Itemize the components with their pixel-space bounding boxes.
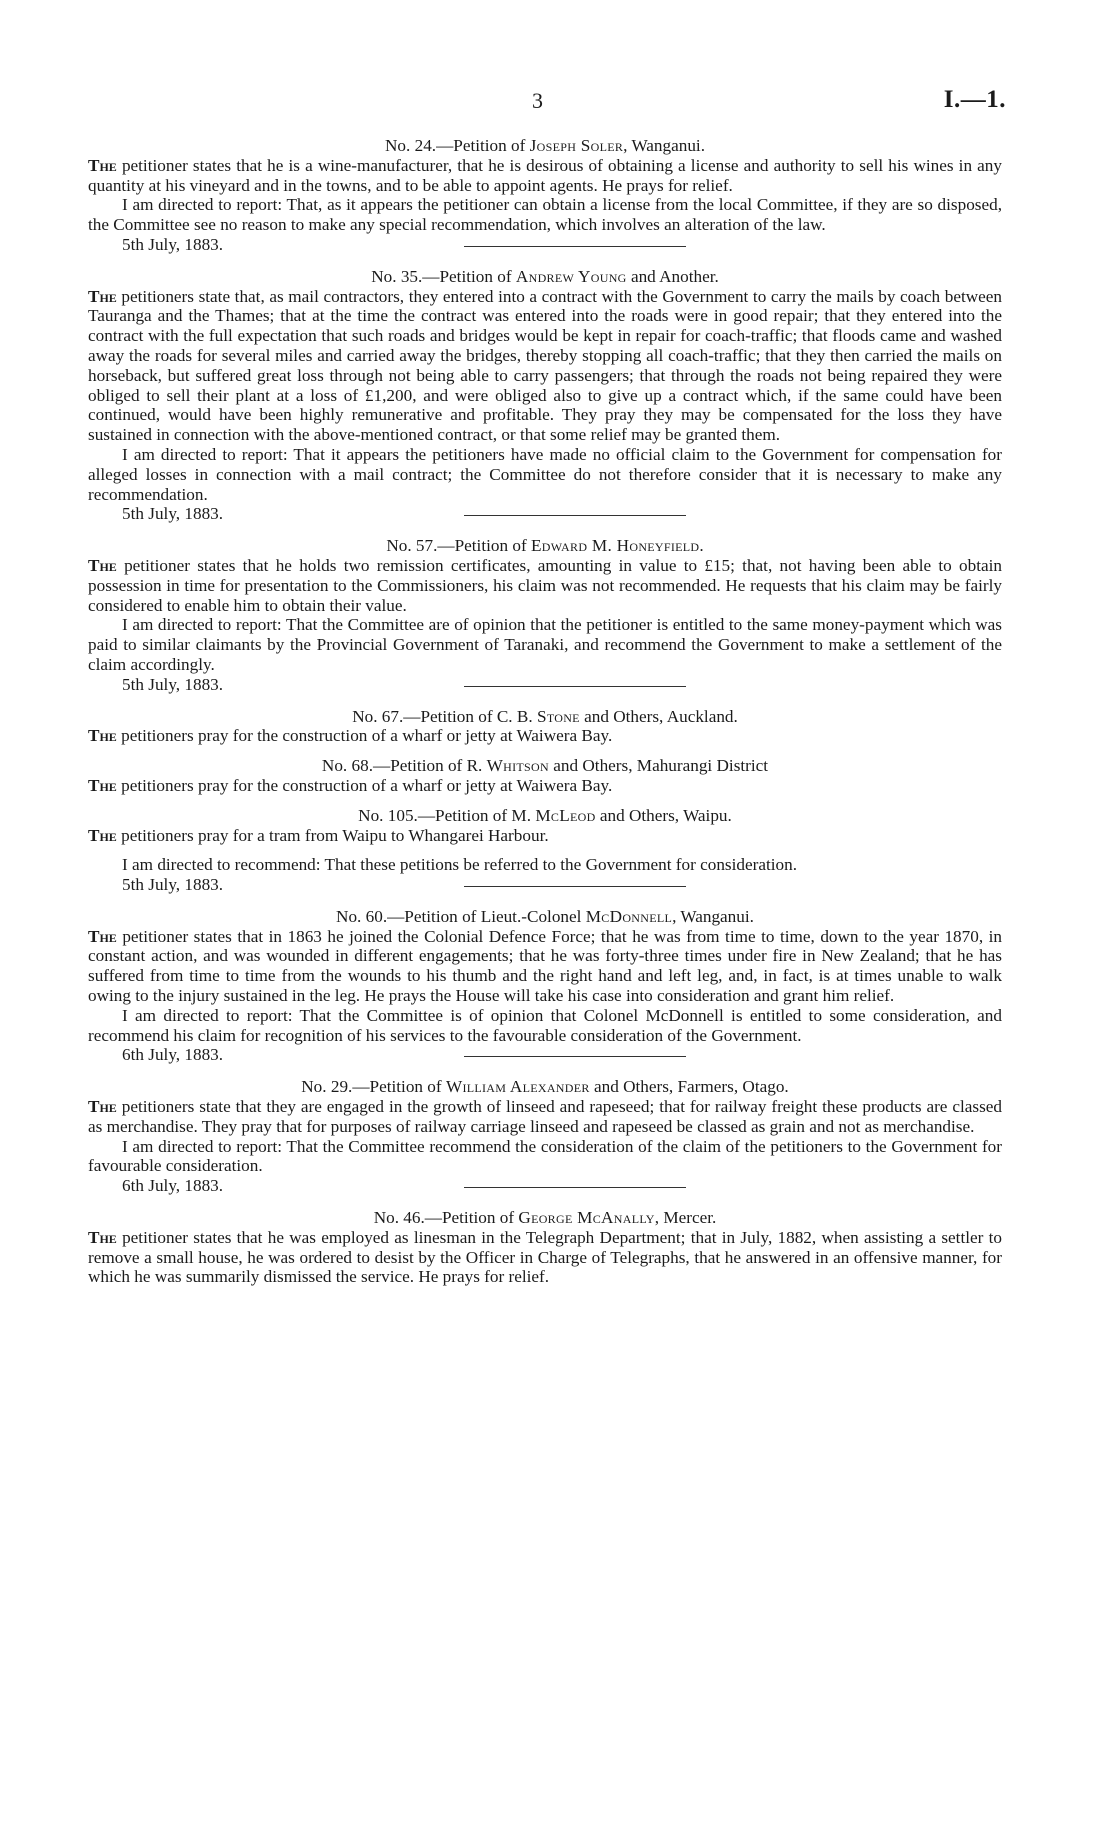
petitioner-name: William Alexander xyxy=(445,1077,590,1097)
petition-heading: No. 105.—Petition of M. McLeod and Others, Waipu. xyxy=(358,805,732,825)
petition-group-section xyxy=(88,707,1002,896)
petition-heading: No. 57.—Petition of Edward M. Honeyfield. xyxy=(386,536,704,556)
section-divider xyxy=(464,246,686,247)
report-date: 5th July, 1883. xyxy=(122,875,224,895)
petition-heading: No. 24.—Petition of Joseph Soler, Wanganui. xyxy=(385,136,705,155)
section-divider xyxy=(464,1187,686,1188)
section-divider xyxy=(464,686,686,687)
page-content xyxy=(88,136,1002,1298)
petition-heading: No. 46.—Petition of George McAnally, Mercer. xyxy=(373,1208,717,1228)
section-divider xyxy=(464,886,686,887)
document-reference: I.—1. xyxy=(943,86,1006,113)
petition-statement: The petitioners pray for a tram from Waipu to Whangarei Harbour. xyxy=(88,825,549,845)
committee-report: I am directed to recommend: That these petitions be referred to the Government for consideration. xyxy=(122,855,798,875)
petitioner-name: Edward M. Honeyfield xyxy=(530,536,700,556)
petition-heading: No. 60.—Petition of Lieut.-Colonel McDonnell, Wanganui. xyxy=(336,906,754,926)
petition-statement: The petitioners state that they are engaged in the growth of linseed and rapeseed; that for railway freight these products are classed as merchandise. They pray that for purposes of railway carriage linseed and rapeseed be classed as grain and not as merchandise. xyxy=(88,1097,1002,1136)
petition-section xyxy=(88,1208,1002,1287)
petition-statement: The petitioner states that in 1863 he joined the Colonial Defence Force; that he was from time to time, down to the year 1870, in constant action, and was wounded in different engagements; that he was forty-three times under fire in New Zealand; that he has suffered from time to time from the wounds to his thumb and the right hand and left leg, and, in fact, is at times unable to walk owing to the injury sustained in the leg. He prays the House will take his case into consideration and grant him relief. xyxy=(88,926,1002,1006)
section-divider xyxy=(464,515,686,516)
petition-statement: The petitioners state that, as mail contractors, they entered into a contract with the Government to carry the mails by coach between Tauranga and the Thames; that at the time the contract was entered into the roads were in good repair; that they entered into the contract with the full expectation that such roads and bridges would be kept in repair for coach-traffic; that floods came and washed away the roads for several miles and carried away the bridges, thereby stopping all coach-traffic; that they then carried the mails on horseback, but suffered great loss through not being able to carry passengers; that through the roads not being repaired they were obliged to sell their plant at a loss of £1,200, and were obliged also to give up a contract which, if the same could have been continued, would have been highly remunerative and profitable. They pray they may be compensated for the loss they have sustained in connection with the above-mentioned contract, or that some relief may be granted them. xyxy=(88,286,1002,445)
petition-heading: No. 67.—Petition of C. B. Stone and Others, Auckland. xyxy=(352,706,738,726)
report-date: 5th July, 1883. xyxy=(122,674,224,694)
petitioner-name: McLeod xyxy=(535,805,596,825)
petitioner-name: McDonnell xyxy=(585,906,673,926)
petition-statement: The petitioners pray for the construction of a wharf or jetty at Waiwera Bay. xyxy=(88,775,613,795)
petition-statement: The petitioner states that he holds two remission certificates, amounting in value to £15; that, not having been able to obtain possession in time for presentation to the Commissioners, his claim was not recommended. He requests that his claim may be fairly considered to enable him to obtain their value. xyxy=(88,555,1002,615)
petition-statement: The petitioners pray for the construction of a wharf or jetty at Waiwera Bay. xyxy=(88,726,613,746)
section-divider xyxy=(464,1056,686,1057)
committee-report: I am directed to report: That it appears the petitioners have made no official claim to the Government for compensation for alleged losses in connection with a mail contract; the Committee do not therefore consider that it is necessary to make any recommendation. xyxy=(88,444,1002,504)
petition-section xyxy=(88,136,1002,256)
petition-heading: No. 29.—Petition of William Alexander and Others, Farmers, Otago. xyxy=(301,1077,789,1097)
petition-section xyxy=(88,907,1002,1066)
report-date: 6th July, 1883. xyxy=(122,1176,224,1196)
petitioner-name: Joseph Soler xyxy=(529,136,624,155)
petition-statement: The petitioner states that he was employed as linesman in the Telegraph Department; that in July, 1882, when assisting a settler to remove a small house, he was ordered to desist by the Officer in Charge of Telegraphs, that he answered in an offensive manner, for which he was summarily dismissed the service. He prays for relief. xyxy=(88,1227,1002,1287)
petition-heading: No. 68.—Petition of R. Whitson and Others, Mahurangi District xyxy=(321,756,769,776)
petitioner-name: George McAnally xyxy=(518,1208,655,1228)
report-date: 5th July, 1883. xyxy=(122,504,224,524)
committee-report: I am directed to report: That, as it appears the petitioner can obtain a license from the local Committee, if they are so disposed, the Committee see no reason to make any special recommendation, which involves an alteration of the law. xyxy=(88,195,1002,235)
committee-report: I am directed to report: That the Committee is of opinion that Colonel McDonnell is entitled to some consideration, and recommend his claim for recognition of his services to the favourable consideration of the Government. xyxy=(88,1005,1002,1045)
petitioner-name: Stone xyxy=(536,706,580,726)
committee-report: I am directed to report: That the Committee are of opinion that the petitioner is entitled to the same money-payment which was paid to similar claimants by the Provincial Government of Taranaki, and recommend the Government to make a settlement of the claim accordingly. xyxy=(88,615,1002,674)
petition-section xyxy=(88,536,1002,695)
petitioner-name: Whitson xyxy=(486,756,549,776)
petition-heading: No. 35.—Petition of Andrew Young and Another. xyxy=(371,266,719,286)
report-date: 6th July, 1883. xyxy=(122,1045,224,1065)
petitioner-name: Andrew Young xyxy=(515,266,627,286)
petition-section xyxy=(88,267,1002,525)
report-date: 5th July, 1883. xyxy=(122,234,224,254)
petition-section xyxy=(88,1077,1002,1197)
petition-statement: The petitioner states that he is a wine-manufacturer, that he is desirous of obtaining a license and authority to sell his wines in any quantity at his vineyard and in the towns, and to be able to appoint agents. He prays for relief. xyxy=(88,155,1002,195)
page-number: 3 xyxy=(532,88,543,113)
page-header xyxy=(0,88,1114,122)
committee-report: I am directed to report: That the Committee recommend the consideration of the claim of the petitioners to the Government for favourable consideration. xyxy=(88,1136,1002,1176)
